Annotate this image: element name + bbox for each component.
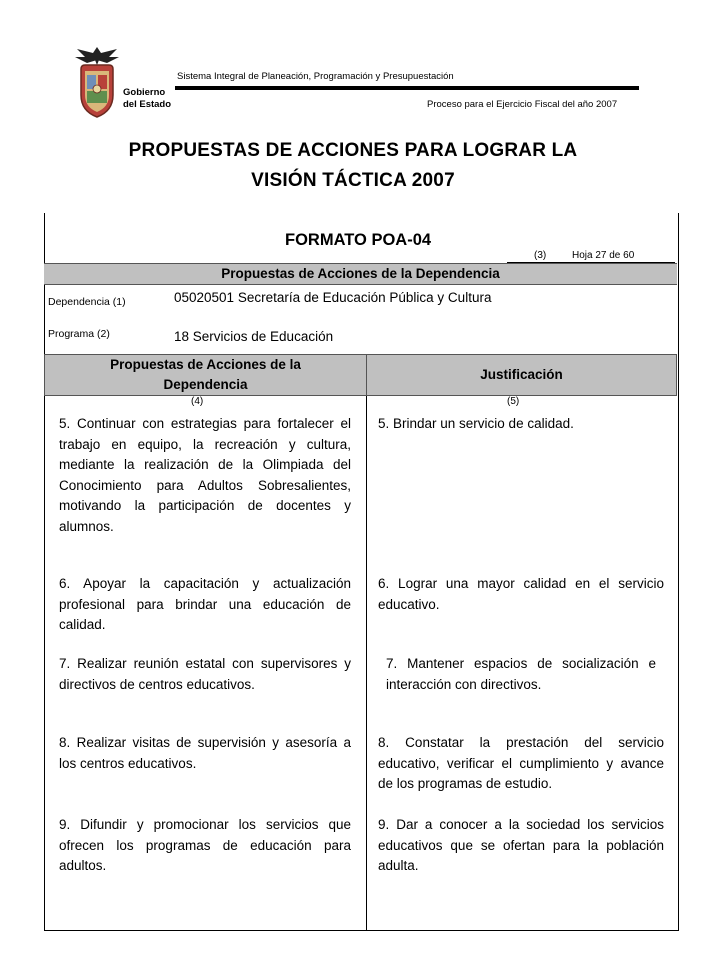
dependencia-label: Dependencia (1): [48, 296, 126, 308]
justification-item: 6. Lograr una mayor calidad en el servicio educativo.: [378, 576, 664, 612]
action-item: 7. Realizar reunión estatal con supervisores y directivos de centros educativos.: [59, 656, 351, 692]
section-title: Propuestas de Acciones de la Dependencia: [221, 266, 500, 281]
section-header: [44, 263, 677, 285]
justification-item: 7. Mantener espacios de socialización e interacción con directivos.: [386, 656, 656, 692]
column-number-right: (5): [507, 396, 520, 407]
header-divider: [175, 86, 639, 90]
action-item: 8. Realizar visitas de supervisión y asesoría a los centros educativos.: [59, 735, 351, 771]
dependencia-value: 05020501 Secretaría de Educación Pública y Cultura: [174, 290, 492, 305]
action-item: 6. Apoyar la capacitación y actualización profesional para brindar una educación de calidad.: [59, 576, 351, 632]
action-item: 9. Difundir y promocionar los servicios que ofrecen los programas de educación para adultos.: [59, 817, 351, 873]
state-coat-of-arms-logo: [73, 45, 121, 120]
justification-item: 5. Brindar un servicio de calidad.: [378, 416, 574, 431]
fiscal-process-label: Proceso para el Ejercicio Fiscal del año 2007: [427, 99, 618, 110]
column-header-actions: [44, 354, 367, 396]
format-title: FORMATO POA-04: [285, 231, 432, 249]
programa-value: 18 Servicios de Educación: [174, 329, 334, 344]
programa-label: Programa (2): [48, 328, 110, 340]
justification-item: 8. Constatar la prestación del servicio educativo, verificar el cumplimiento y avance de los programas de estudio.: [378, 735, 664, 791]
column-header-justification-label: Justificación: [480, 367, 563, 382]
justification-item: 9. Dar a conocer a la sociedad los servicios educativos que se ofertan para la población adulta.: [378, 817, 664, 873]
column-header-actions-label: Propuestas de Acciones de la Dependencia: [110, 357, 301, 392]
system-name: Sistema Integral de Planeación, Programación y Presupuestación: [177, 71, 454, 82]
column-divider: [366, 396, 367, 930]
page-info: Hoja 27 de 60: [572, 250, 635, 261]
action-item: 5. Continuar con estrategias para fortalecer el trabajo en equipo, la recreación y cultura, mediante la realización de la Olimpiada del Conocimiento para Adultos Sobresalientes, motivando la participación de docentes y alumnos.: [59, 416, 351, 534]
page-number-ref: (3): [534, 250, 547, 261]
page-title: PROPUESTAS DE ACCIONES PARA LOGRAR LA VISIÓN TÁCTICA 2007: [128, 140, 578, 191]
government-label: Gobierno del Estado: [123, 87, 172, 110]
column-header-justification: [366, 354, 677, 396]
column-number-left: (4): [191, 396, 204, 407]
